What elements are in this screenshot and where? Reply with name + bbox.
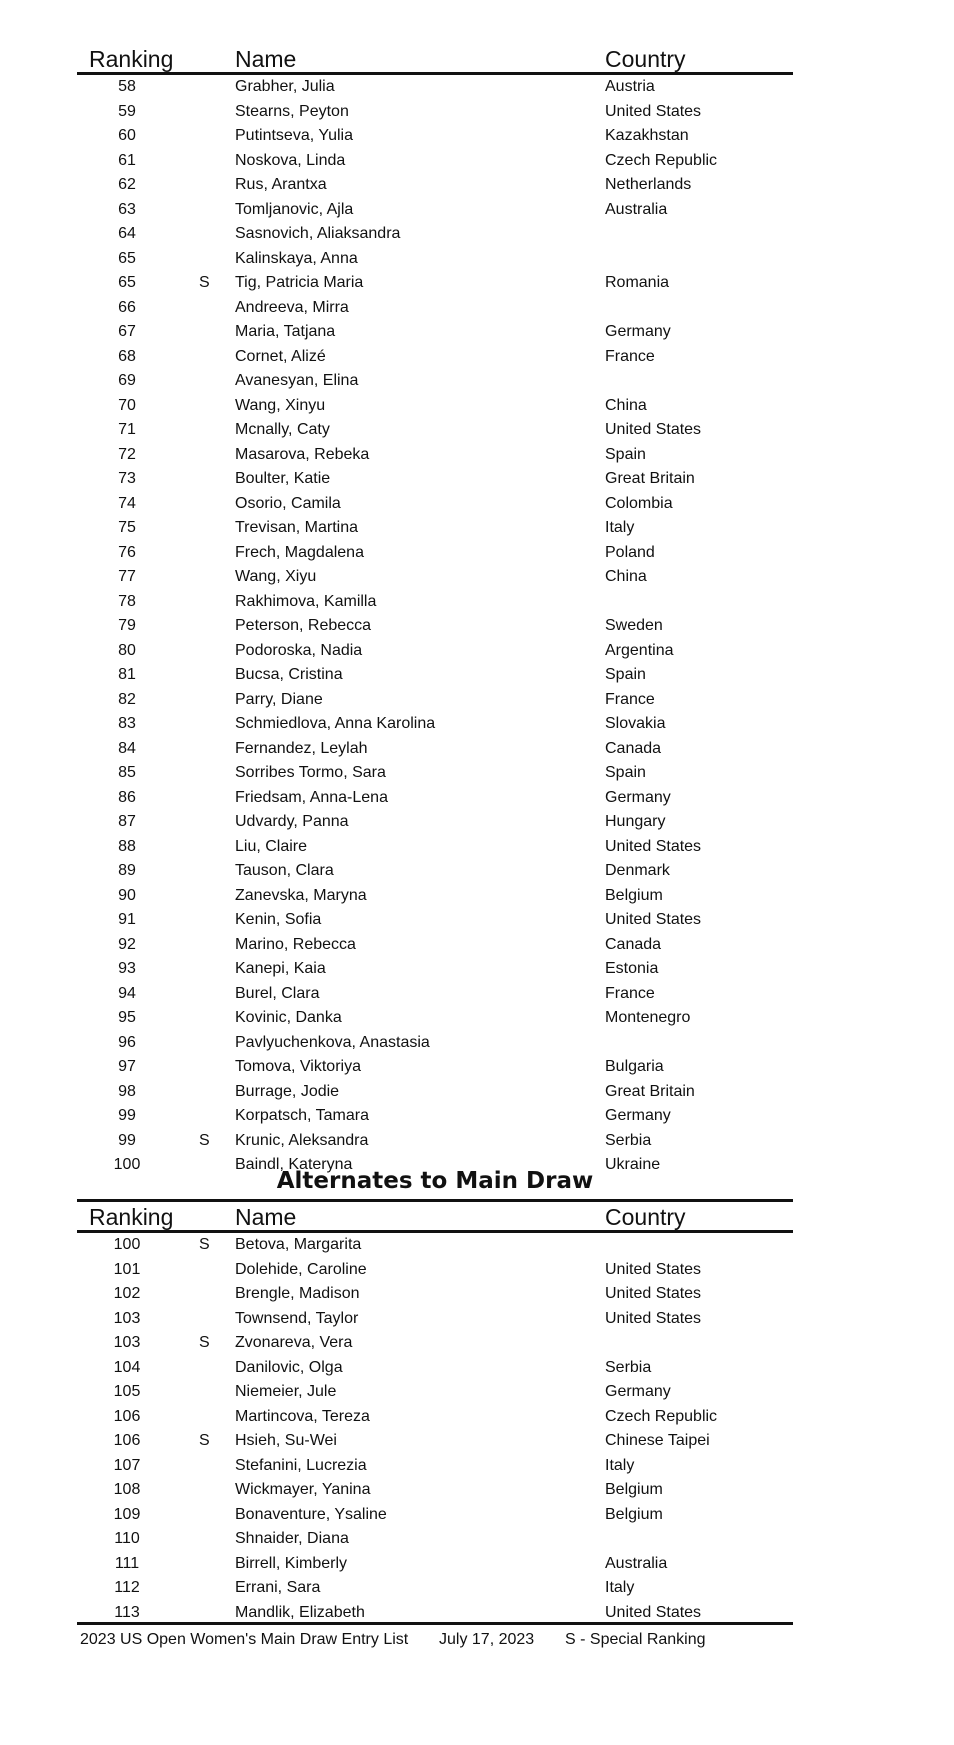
name-header: Name <box>235 46 297 72</box>
table-row <box>77 296 793 321</box>
special-ranking-flag: S <box>199 274 210 291</box>
country-cell: China <box>605 568 647 585</box>
player-name-cell: Frech, Magdalena <box>235 543 364 561</box>
table-row <box>77 1527 793 1552</box>
table-row <box>77 271 793 296</box>
country-cell: Canada <box>605 935 662 953</box>
rank-cell: 76 <box>118 543 136 561</box>
player-name-cell: Grabher, Julia <box>235 78 335 95</box>
country-cell: Italy <box>605 519 635 536</box>
table-row <box>77 786 793 811</box>
rank-cell: 99 <box>118 1131 136 1149</box>
table-row <box>77 369 793 394</box>
player-name-cell: Wang, Xinyu <box>235 396 326 414</box>
table-row <box>77 1454 793 1479</box>
country-cell: Great Britain <box>605 1082 695 1100</box>
rank-cell: 80 <box>118 641 136 659</box>
player-name-cell: Podoroska, Nadia <box>235 641 363 659</box>
special-ranking-flag: S <box>199 1432 210 1449</box>
player-name-cell: Brengle, Madison <box>235 1285 360 1302</box>
player-name-cell: Baindl, Kateryna <box>235 1156 353 1173</box>
country-cell: Germany <box>605 1107 671 1124</box>
table-row <box>77 149 793 174</box>
rank-cell: 58 <box>118 78 136 95</box>
table-row <box>77 982 793 1007</box>
country-cell: Hungary <box>605 813 666 830</box>
rank-cell: 91 <box>118 911 136 928</box>
rank-cell: 62 <box>118 176 136 193</box>
rank-cell: 101 <box>113 1260 141 1278</box>
country-cell: Austria <box>605 78 655 95</box>
player-name-cell: Burel, Clara <box>235 984 320 1002</box>
table-row <box>77 418 793 443</box>
alternates-rows <box>77 1233 793 1625</box>
alternates-header <box>77 1202 793 1233</box>
country-cell: Italy <box>605 1456 635 1474</box>
player-name-cell: Putintseva, Yulia <box>235 127 354 144</box>
player-name-cell: Birrell, Kimberly <box>235 1554 348 1572</box>
player-name-cell: Udvardy, Panna <box>235 813 349 830</box>
player-name-cell: Stefanini, Lucrezia <box>235 1456 367 1474</box>
table-row <box>77 1055 793 1080</box>
page-footer <box>77 1622 793 1651</box>
country-cell: United States <box>605 1260 702 1278</box>
rank-cell: 103 <box>113 1334 141 1351</box>
country-cell: Germany <box>605 788 671 806</box>
country-cell: Germany <box>605 1383 671 1400</box>
rank-cell: 71 <box>118 421 136 438</box>
country-cell: United States <box>605 1285 702 1302</box>
table-row <box>77 663 793 688</box>
table-row <box>77 761 793 786</box>
rank-cell: 77 <box>118 568 136 585</box>
player-name-cell: Fernandez, Leylah <box>235 739 368 757</box>
player-name-cell: Sasnovich, Aliaksandra <box>235 225 401 242</box>
country-cell: Belgium <box>605 886 663 904</box>
player-name-cell: Osorio, Camila <box>235 494 341 512</box>
country-header: Country <box>605 1204 686 1230</box>
rank-cell: 108 <box>113 1481 141 1498</box>
country-cell: Kazakhstan <box>605 127 689 144</box>
country-cell: Czech Republic <box>605 1407 718 1425</box>
table-row <box>77 1478 793 1503</box>
table-row <box>77 1503 793 1528</box>
rank-cell: 93 <box>118 960 136 977</box>
rank-cell: 98 <box>118 1082 136 1100</box>
player-name-cell: Parry, Diane <box>235 690 323 708</box>
player-name-cell: Kanepi, Kaia <box>235 960 326 977</box>
country-cell: Great Britain <box>605 470 695 487</box>
table-row <box>77 1576 793 1601</box>
player-name-cell: Liu, Claire <box>235 837 308 855</box>
player-name-cell: Martincova, Tereza <box>235 1407 370 1425</box>
rank-cell: 61 <box>118 151 136 169</box>
player-name-cell: Cornet, Alizé <box>235 347 326 365</box>
rank-cell: 111 <box>114 1554 140 1572</box>
player-name-cell: Mcnally, Caty <box>235 421 330 438</box>
rank-cell: 82 <box>118 690 136 708</box>
table-row <box>77 712 793 737</box>
country-cell: Poland <box>605 543 655 561</box>
player-name-cell: Tomova, Viktoriya <box>235 1058 361 1075</box>
country-cell: United States <box>605 421 702 438</box>
name-header: Name <box>235 1204 297 1230</box>
rank-cell: 68 <box>118 347 136 365</box>
table-row <box>77 1429 793 1454</box>
player-name-cell: Pavlyuchenkova, Anastasia <box>235 1033 430 1051</box>
country-cell: Spain <box>605 445 646 463</box>
country-cell: Colombia <box>605 494 673 512</box>
rank-cell: 92 <box>118 935 136 953</box>
rank-cell: 63 <box>118 200 136 218</box>
table-row <box>77 173 793 198</box>
player-name-cell: Rakhimova, Kamilla <box>235 592 377 610</box>
rank-cell: 105 <box>113 1383 141 1400</box>
player-name-cell: Peterson, Rebecca <box>235 617 372 634</box>
player-name-cell: Zanevska, Maryna <box>235 886 367 904</box>
rank-cell: 113 <box>114 1603 140 1621</box>
rank-cell: 79 <box>118 617 136 634</box>
player-name-cell: Masarova, Rebeka <box>235 445 370 463</box>
rank-cell: 109 <box>113 1505 141 1523</box>
country-cell: Belgium <box>605 1481 663 1498</box>
country-cell: Belgium <box>605 1505 663 1523</box>
footer-title: 2023 US Open Women's Main Draw Entry List <box>80 1631 409 1648</box>
player-name-cell: Kalinskaya, Anna <box>235 249 358 267</box>
footer-date: July 17, 2023 <box>439 1631 535 1648</box>
table-row <box>77 884 793 909</box>
country-cell: France <box>605 347 655 365</box>
player-name-cell: Wickmayer, Yanina <box>235 1481 371 1498</box>
table-row <box>77 222 793 247</box>
table-row <box>77 908 793 933</box>
country-cell: Serbia <box>605 1358 652 1376</box>
table-row <box>77 1258 793 1283</box>
table-row <box>77 1006 793 1031</box>
country-cell: China <box>605 396 647 414</box>
table-row <box>77 1080 793 1105</box>
player-name-cell: Tomljanovic, Ajla <box>235 200 354 218</box>
country-cell: Australia <box>605 1554 668 1572</box>
main-draw-header <box>77 44 793 75</box>
country-cell: Australia <box>605 200 668 218</box>
player-name-cell: Trevisan, Martina <box>235 519 358 536</box>
alternates-title: Alternates to Main Draw <box>276 1168 594 1194</box>
rank-cell: 64 <box>118 225 136 242</box>
ranking-header: Ranking <box>89 46 174 72</box>
player-name-cell: Kenin, Sofia <box>235 911 322 928</box>
alternates-table <box>77 1202 793 1625</box>
rank-cell: 100 <box>113 1236 141 1253</box>
rank-cell: 67 <box>118 323 136 340</box>
table-row <box>77 345 793 370</box>
rank-cell: 70 <box>118 396 136 414</box>
country-cell: Montenegro <box>605 1009 691 1026</box>
rank-cell: 99 <box>118 1107 136 1124</box>
player-name-cell: Tig, Patricia Maria <box>235 274 364 291</box>
rank-cell: 97 <box>118 1058 136 1075</box>
rank-cell: 94 <box>118 984 136 1002</box>
rank-cell: 106 <box>113 1407 141 1425</box>
country-cell: Sweden <box>605 617 663 634</box>
player-name-cell: Errani, Sara <box>235 1579 321 1596</box>
table-row <box>77 1129 793 1154</box>
table-row <box>77 1031 793 1056</box>
table-row <box>77 565 793 590</box>
rank-cell: 65 <box>118 249 136 267</box>
table-row <box>77 1233 793 1258</box>
player-name-cell: Bucsa, Cristina <box>235 666 343 683</box>
player-name-cell: Marino, Rebecca <box>235 935 356 953</box>
player-name-cell: Andreeva, Mirra <box>235 298 349 316</box>
table-row <box>77 198 793 223</box>
table-row <box>77 320 793 345</box>
player-name-cell: Schmiedlova, Anna Karolina <box>235 715 436 732</box>
player-name-cell: Hsieh, Su-Wei <box>235 1432 337 1449</box>
table-row <box>77 835 793 860</box>
country-cell: United States <box>605 102 702 120</box>
rank-cell: 60 <box>118 127 136 144</box>
special-ranking-flag: S <box>199 1131 210 1149</box>
table-row <box>77 1282 793 1307</box>
country-cell: Slovakia <box>605 715 666 732</box>
country-cell: Estonia <box>605 960 659 977</box>
rank-cell: 95 <box>118 1009 136 1026</box>
table-row <box>77 492 793 517</box>
player-name-cell: Dolehide, Caroline <box>235 1260 367 1278</box>
country-cell: Spain <box>605 764 646 781</box>
country-cell: Canada <box>605 739 662 757</box>
player-name-cell: Friedsam, Anna-Lena <box>235 788 388 806</box>
rank-cell: 90 <box>118 886 136 904</box>
player-name-cell: Townsend, Taylor <box>235 1309 359 1327</box>
rank-cell: 74 <box>118 494 136 512</box>
player-name-cell: Tauson, Clara <box>235 862 334 879</box>
table-row <box>77 957 793 982</box>
rank-cell: 100 <box>113 1156 141 1173</box>
table-row <box>77 394 793 419</box>
table-row <box>77 737 793 762</box>
country-cell: United States <box>605 911 702 928</box>
table-row <box>77 1104 793 1129</box>
player-name-cell: Burrage, Jodie <box>235 1082 340 1100</box>
country-cell: Romania <box>605 274 670 291</box>
rank-cell: 87 <box>118 813 136 830</box>
table-row <box>77 590 793 615</box>
table-row <box>77 124 793 149</box>
country-header: Country <box>605 46 686 72</box>
table-row <box>77 467 793 492</box>
player-name-cell: Zvonareva, Vera <box>235 1334 353 1351</box>
country-cell: Netherlands <box>605 176 692 193</box>
table-row <box>77 1307 793 1332</box>
rank-cell: 72 <box>118 445 136 463</box>
rank-cell: 96 <box>118 1033 136 1051</box>
table-row <box>77 810 793 835</box>
country-cell: Chinese Taipei <box>605 1432 710 1449</box>
rank-cell: 78 <box>118 592 136 610</box>
table-row <box>77 1331 793 1356</box>
country-cell: Czech Republic <box>605 151 718 169</box>
country-cell: United States <box>605 1309 702 1327</box>
country-cell: Bulgaria <box>605 1058 664 1075</box>
country-cell: Denmark <box>605 862 670 879</box>
table-row <box>77 859 793 884</box>
country-cell: Spain <box>605 666 646 683</box>
player-name-cell: Stearns, Peyton <box>235 102 349 120</box>
table-row <box>77 247 793 272</box>
rank-cell: 110 <box>114 1530 140 1547</box>
rank-cell: 103 <box>113 1309 141 1327</box>
rank-cell: 66 <box>118 298 136 316</box>
table-row <box>77 100 793 125</box>
player-name-cell: Noskova, Linda <box>235 151 346 169</box>
player-name-cell: Sorribes Tormo, Sara <box>235 764 386 781</box>
special-ranking-flag: S <box>199 1236 210 1253</box>
player-name-cell: Shnaider, Diana <box>235 1530 349 1547</box>
table-row <box>77 75 793 100</box>
player-name-cell: Rus, Arantxa <box>235 176 327 193</box>
rank-cell: 65 <box>118 274 136 291</box>
table-row <box>77 1405 793 1430</box>
player-name-cell: Krunic, Aleksandra <box>235 1131 369 1149</box>
country-cell: Germany <box>605 323 671 340</box>
table-row <box>77 614 793 639</box>
table-row <box>77 443 793 468</box>
player-name-cell: Bonaventure, Ysaline <box>235 1505 387 1523</box>
table-row <box>77 1380 793 1405</box>
country-cell: United States <box>605 1603 702 1621</box>
main-draw-rows <box>77 75 793 1178</box>
table-row <box>77 688 793 713</box>
footer-note: S - Special Ranking <box>565 1631 706 1648</box>
rank-cell: 59 <box>118 102 136 120</box>
table-row <box>77 1552 793 1577</box>
rank-cell: 106 <box>113 1432 141 1449</box>
rank-cell: 107 <box>113 1456 141 1474</box>
country-cell: Ukraine <box>605 1156 661 1173</box>
rank-cell: 81 <box>118 666 136 683</box>
player-name-cell: Danilovic, Olga <box>235 1358 343 1376</box>
player-name-cell: Niemeier, Jule <box>235 1383 337 1400</box>
rank-cell: 86 <box>118 788 136 806</box>
table-row <box>77 541 793 566</box>
country-cell: France <box>605 690 655 708</box>
country-cell: Serbia <box>605 1131 652 1149</box>
table-row <box>77 516 793 541</box>
table-row <box>77 639 793 664</box>
player-name-cell: Kovinic, Danka <box>235 1009 342 1026</box>
special-ranking-flag: S <box>199 1334 210 1351</box>
rank-cell: 102 <box>113 1285 141 1302</box>
rank-cell: 83 <box>118 715 136 732</box>
player-name-cell: Betova, Margarita <box>235 1236 362 1253</box>
main-draw-table <box>77 44 793 1178</box>
rank-cell: 104 <box>113 1358 141 1376</box>
rank-cell: 89 <box>118 862 136 879</box>
player-name-cell: Korpatsch, Tamara <box>235 1107 369 1124</box>
table-row <box>77 1356 793 1381</box>
player-name-cell: Maria, Tatjana <box>235 323 336 340</box>
rank-cell: 75 <box>118 519 136 536</box>
rank-cell: 85 <box>118 764 136 781</box>
rank-cell: 69 <box>118 372 136 389</box>
country-cell: Italy <box>605 1579 635 1596</box>
rank-cell: 112 <box>114 1579 140 1596</box>
player-name-cell: Mandlik, Elizabeth <box>235 1603 365 1621</box>
ranking-header: Ranking <box>89 1204 174 1230</box>
player-name-cell: Boulter, Katie <box>235 470 331 487</box>
country-cell: Argentina <box>605 641 674 659</box>
country-cell: France <box>605 984 655 1002</box>
rank-cell: 84 <box>118 739 136 757</box>
player-name-cell: Wang, Xiyu <box>235 568 317 585</box>
rank-cell: 88 <box>118 837 136 855</box>
country-cell: United States <box>605 837 702 855</box>
player-name-cell: Avanesyan, Elina <box>235 372 359 389</box>
rank-cell: 73 <box>118 470 136 487</box>
table-row <box>77 933 793 958</box>
